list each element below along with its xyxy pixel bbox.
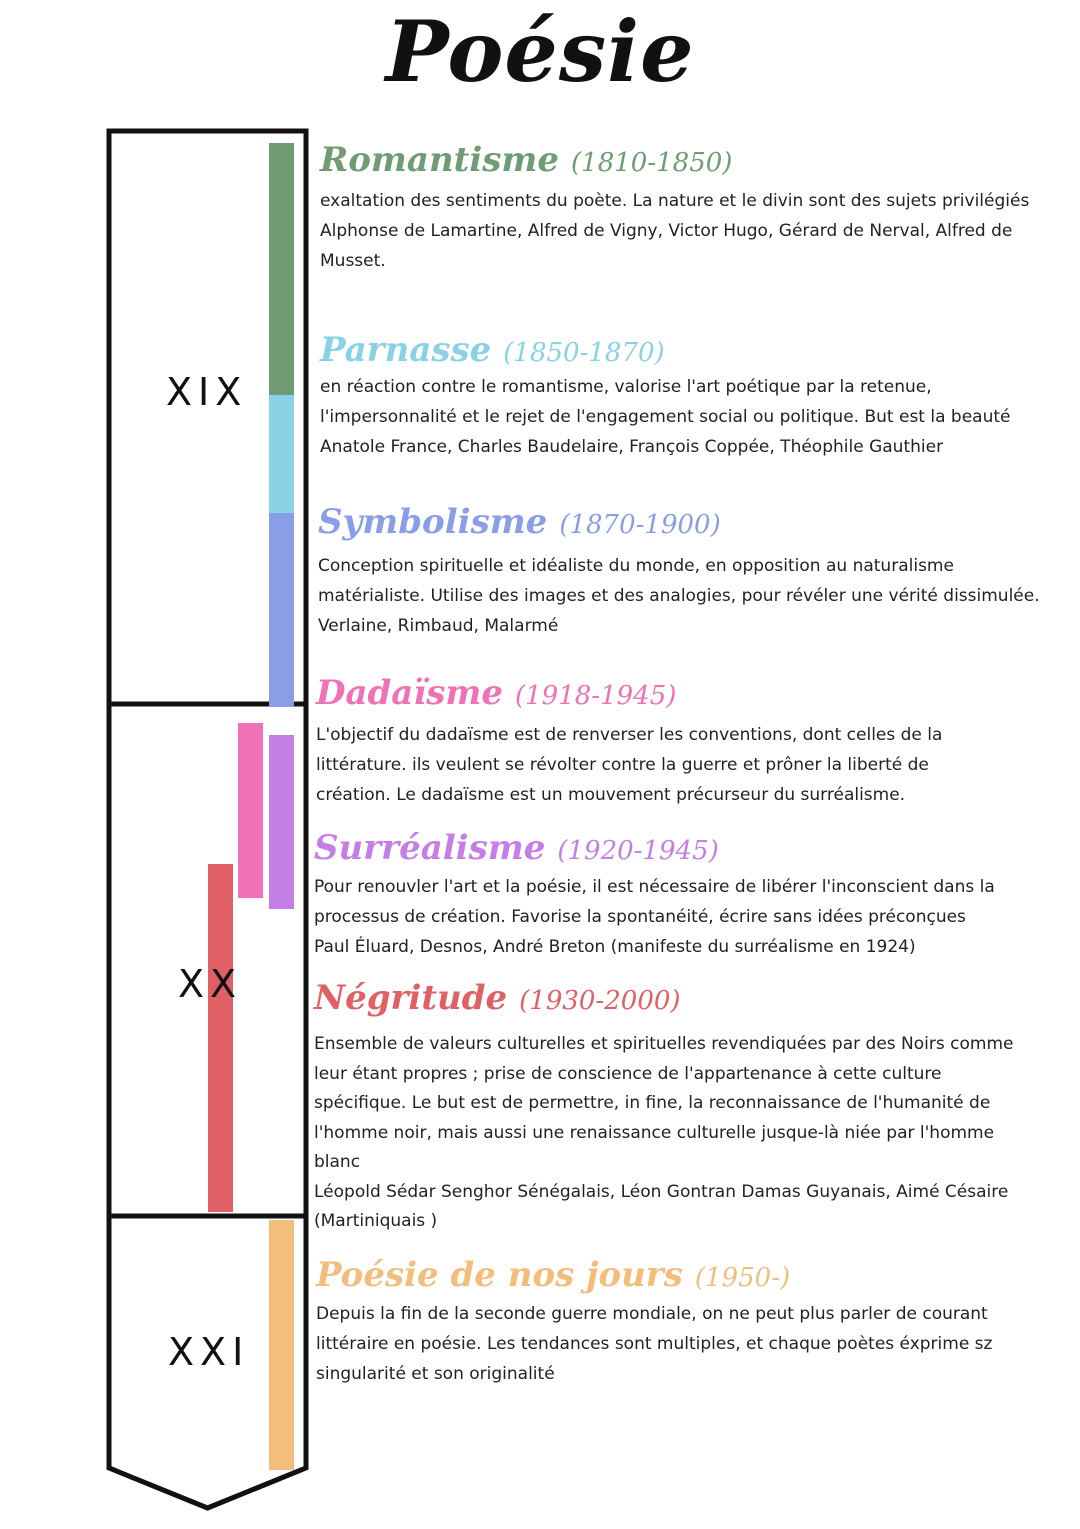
century-label-xxi: XXI [168,1330,250,1374]
century-label-xx: XX [178,962,243,1006]
bar-parnasse [269,395,294,513]
movement-text-line: littéraire en poésie. Les tendances sont multiples, et chaque poètes éxprime sz [316,1334,993,1354]
movement-text-line: en réaction contre le romantisme, valorise l'art poétique par la retenue, [320,377,932,397]
bar-negritude [208,864,233,1212]
page-title: Poésie [385,2,695,101]
movement-text-line: Paul Éluard, Desnos, André Breton (manifeste du surréalisme en 1924) [314,937,916,957]
movement-text-line: Conception spirituelle et idéaliste du monde, en opposition au naturalisme [318,556,954,576]
movement-text-line: matérialiste. Utilise des images et des analogies, pour révéler une vérité dissimulée. [318,586,1040,606]
movement-text-line: exaltation des sentiments du poète. La nature et le divin sont des sujets privilégiés [320,191,1030,211]
bar-romantisme [269,143,294,395]
movement-text-line: Depuis la fin de la seconde guerre mondiale, on ne peut plus parler de courant [316,1304,988,1324]
bar-poesie-de-nos-jours [269,1220,294,1470]
movement-heading [318,502,721,548]
movement-text-line: création. Le dadaïsme est un mouvement précurseur du surréalisme. [316,785,906,805]
movement-text-line: Alphonse de Lamartine, Alfred de Vigny, Victor Hugo, Gérard de Nerval, Alfred de [320,221,1013,241]
movement-text-line: Musset. [320,251,386,271]
movement-heading [316,1255,790,1301]
bar-surrealisme [269,735,294,909]
movement-dates: (1918-1945) [514,681,677,711]
movement-text-line: blanc [314,1152,361,1172]
movement-text-line: (Martiniquais ) [314,1211,438,1231]
movement-heading [314,978,681,1024]
movement-text-line: Léopold Sédar Senghor Sénégalais, Léon Gontran Damas Guyanais, Aimé Césaire [314,1181,1009,1202]
movement-text-line: L'objectif du dadaïsme est de renverser les conventions, dont celles de la [316,725,943,745]
movement-heading [316,673,676,719]
movement-name: Dadaïsme [316,673,503,713]
movement-text-line: l'homme noir, mais aussi une renaissance culturelle jusque-là niée par l'homme [314,1122,995,1143]
movement-text-line: littérature. ils veulent se révolter contre la guerre et prôner la liberté de [316,755,929,775]
movement-text-line: leur étant propres ; prise de conscience de l'appartenance à cette culture [314,1063,942,1084]
movement-dates: (1930-2000) [519,986,681,1016]
movement-text-line: Ensemble de valeurs culturelles et spirituelles revendiquées par des Noirs comme [314,1034,1014,1054]
movement-text-line: singularité et son originalité [316,1364,555,1384]
movement-dates: (1920-1945) [557,836,719,866]
bar-dadaisme [238,723,263,898]
movement-name: Négritude [314,978,508,1018]
movement-dates: (1950-) [694,1263,791,1293]
movement-text-line: l'impersonnalité et le rejet de l'engagement social ou politique. But est la beauté [320,407,1011,427]
movement-text-line: processus de création. Favorise la spontanéité, écrire sans idées préconçues [314,907,966,927]
century-label-xix: XIX [166,370,248,414]
movement-heading [314,828,719,874]
movement-text-line: spécifique. Le but est de permettre, in fine, la reconnaissance de l'humanité de [314,1093,991,1113]
movement-heading [320,330,665,376]
movement-name: Romantisme [320,140,560,180]
movement-text-line: Anatole France, Charles Baudelaire, François Coppée, Théophile Gauthier [320,437,944,457]
bar-symbolisme [269,513,294,707]
movement-dates: (1810-1850) [571,148,733,178]
movement-text-line: Pour renouvler l'art et la poésie, il est nécessaire de libérer l'inconscient dans la [314,877,995,897]
movement-dates: (1850-1870) [503,338,665,368]
movement-name: Symbolisme [318,502,548,542]
movement-heading [320,140,732,186]
movement-name: Surréalisme [314,828,546,868]
movement-name: Poésie de nos jours [316,1255,683,1295]
movement-name: Parnasse [320,330,492,370]
movement-dates: (1870-1900) [559,510,721,540]
movement-text-line: Verlaine, Rimbaud, Malarmé [318,616,559,636]
